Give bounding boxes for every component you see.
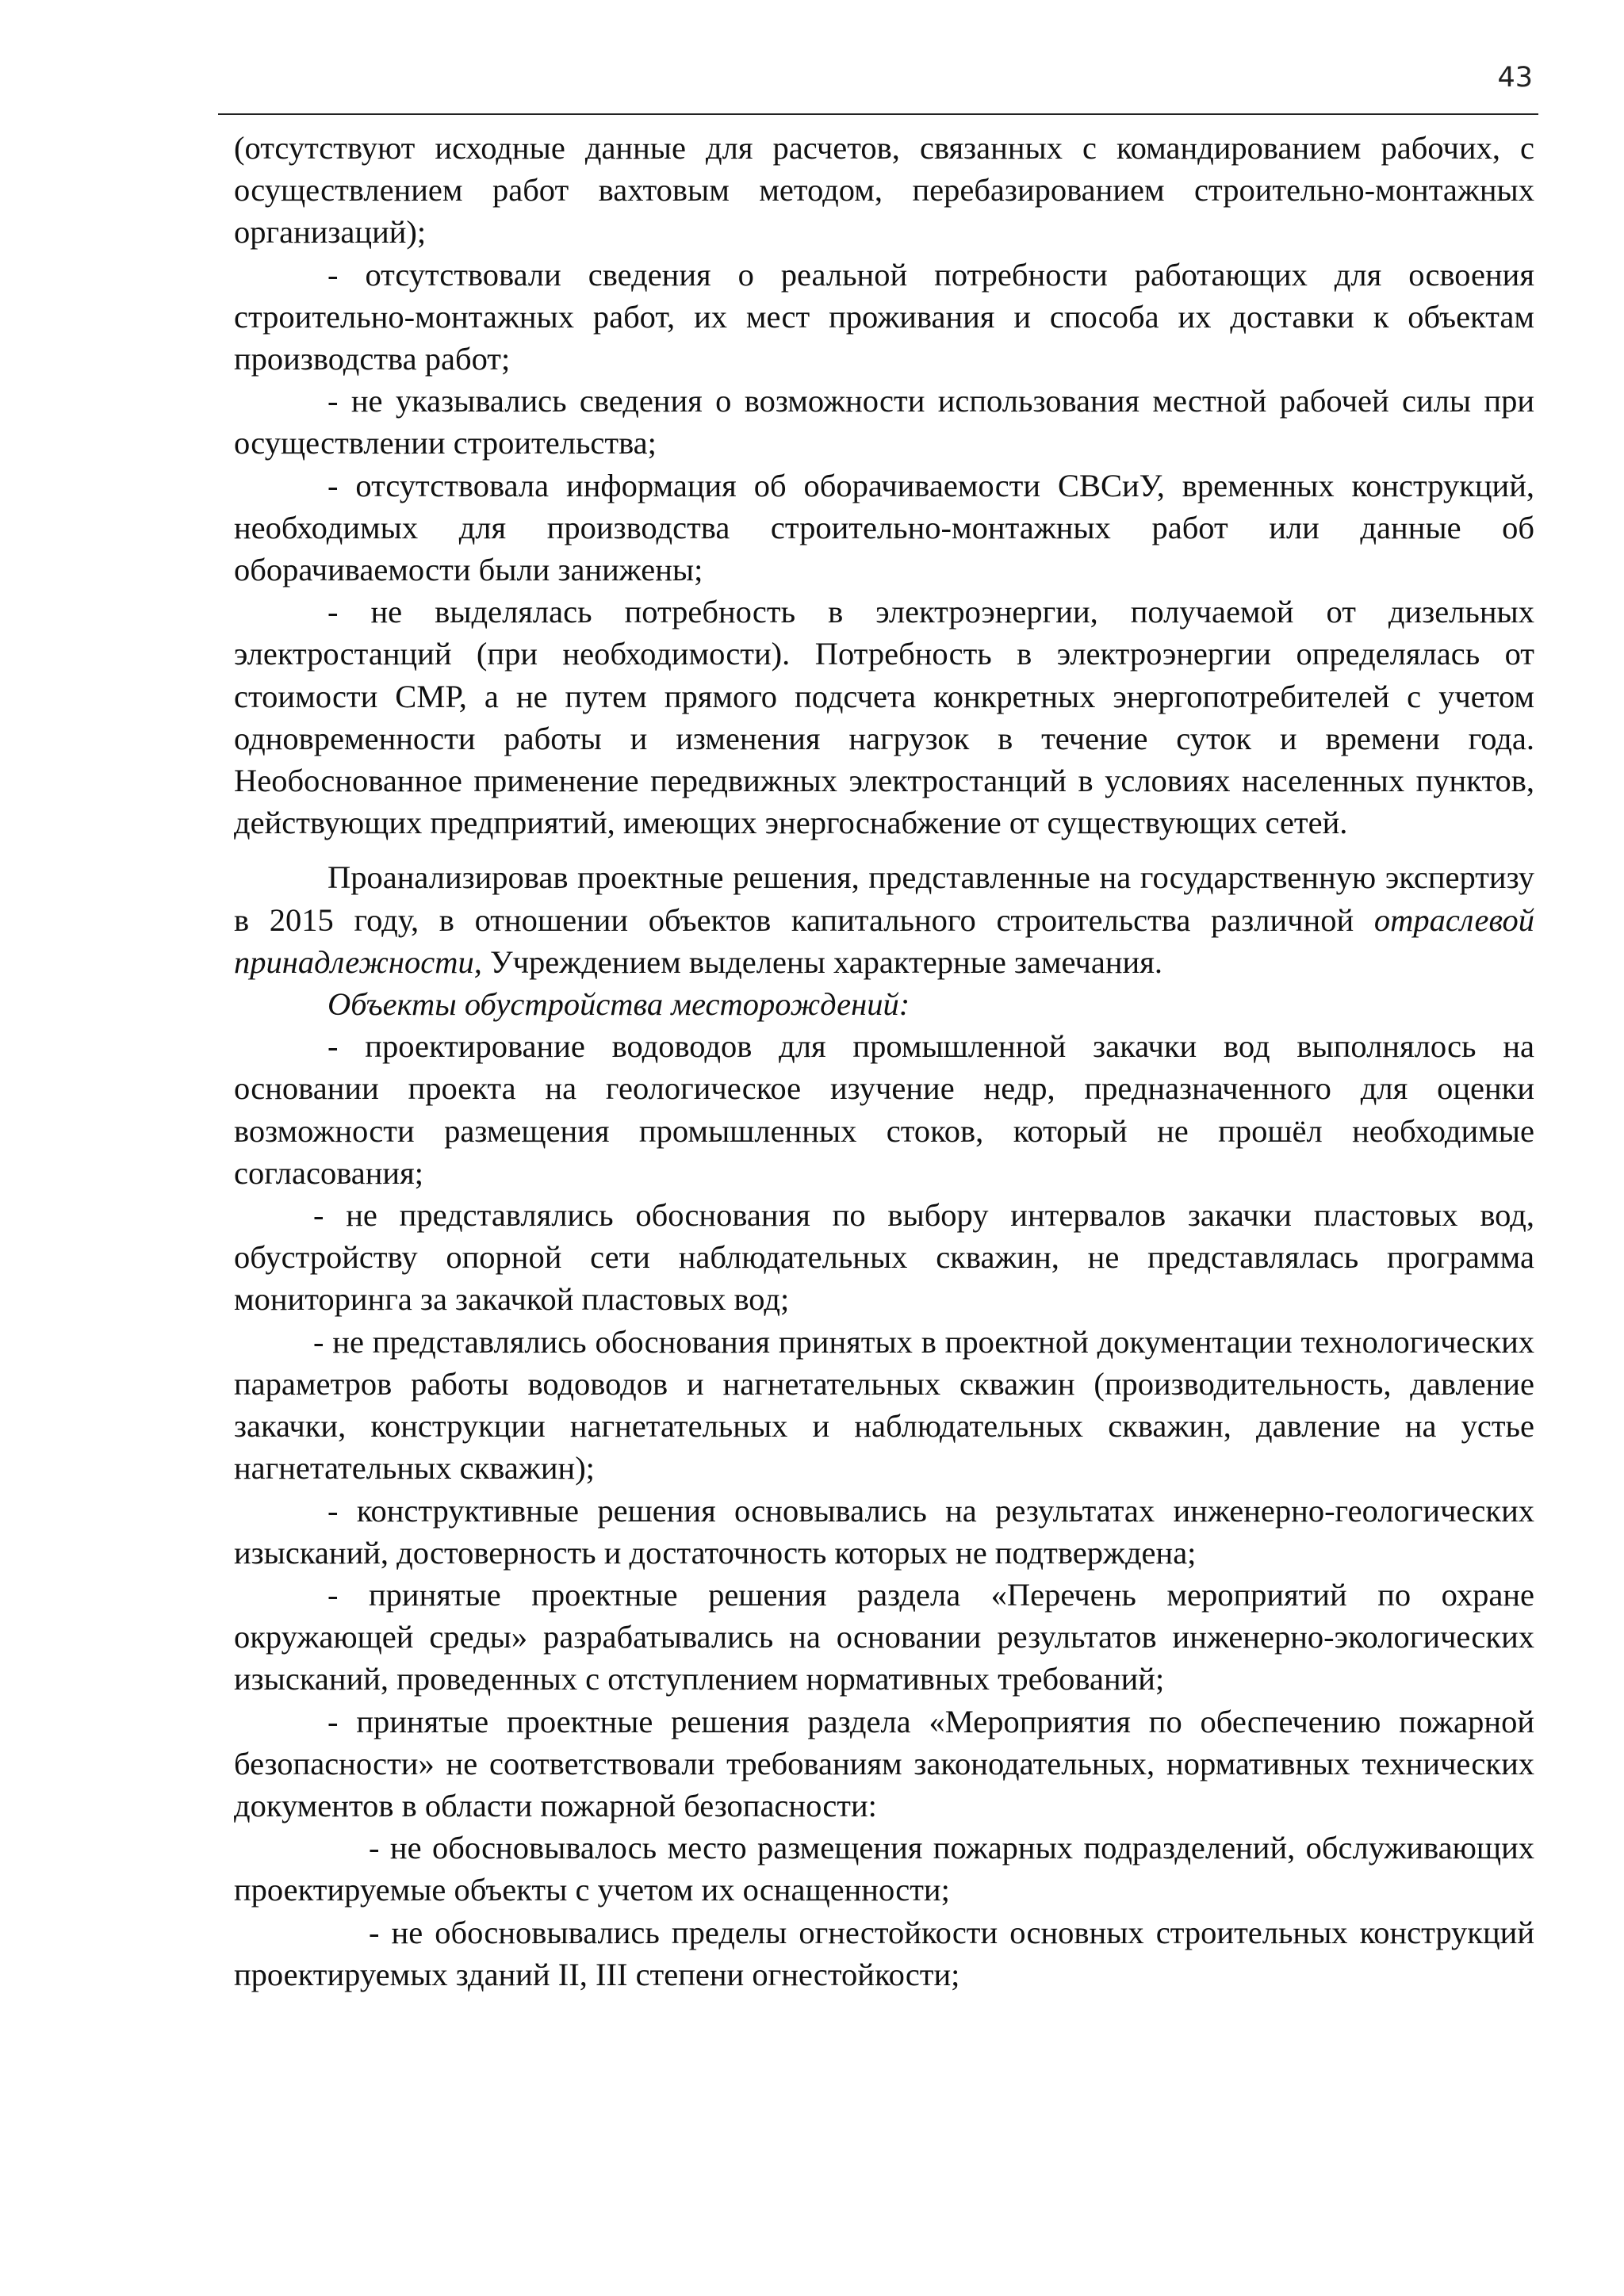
paragraph-analysis-end: Учреждением выделены характерные замечания.: [481, 943, 1162, 980]
page-number: 43: [1497, 62, 1533, 94]
list-item-fire-resistance: - не обосновывались пределы огнестойкости основных строительных конструкций проектируемых зданий II, III степени огнестойкости;: [234, 1914, 1534, 1992]
list-item-water-pipes: - проектирование водоводов для промышленной закачки вод выполнялось на основании проекта на геологическое изучение недр, предназначенного для оценки возможности размещения промышленных стоков, который не прошёл необходимые согласования;: [234, 1028, 1534, 1191]
list-item-structural: - конструктивные решения основывались на результатах инженерно-геологических изысканий, достоверность и достаточность которых не подтверждена;: [234, 1492, 1534, 1571]
list-item-local-labor: - не указывались сведения о возможности использования местной рабочей силы при осуществлении строительства;: [234, 383, 1534, 461]
list-item-environment: - принятые проектные решения раздела «Перечень мероприятий по охране окружающей среды» разрабатывались на основании результатов инженерно-экологических изысканий, проведенных с отступлением нормативных требований;: [234, 1576, 1534, 1697]
section-heading: Объекты обустройства месторождений:: [327, 986, 910, 1023]
list-item-workers-demand: - отсутствовали сведения о реальной потребности работающих для освоения строительно-монтажных работ, их мест проживания и способа их доставки к объектам производства работ;: [234, 256, 1534, 377]
paragraph-analysis-start: Проанализировав проектные решения, представленные на государственную экспертизу в 2015 году, в отношении объектов капитального строительства различной: [234, 859, 1534, 938]
list-item-turnover: - отсутствовала информация об оборачиваемости СВСиУ, временных конструкций, необходимых для производства строительно-монтажных работ или данные об оборачиваемости были занижены;: [234, 467, 1534, 588]
paragraph-analysis-italic: отраслевой принадлежности,: [234, 901, 1534, 980]
header-rule: [218, 113, 1538, 115]
list-item-fire-units: - не обосновывалось место размещения пожарных подразделений, обслуживающих проектируемые объекты с учетом их оснащенности;: [234, 1830, 1534, 1908]
list-item-fire-safety: - принятые проектные решения раздела «Мероприятия по обеспечению пожарной безопасности» не соответствовали требованиям законодательных, нормативных технических документов в области пожарной безопасности:: [234, 1703, 1534, 1823]
paragraph-analysis: [234, 856, 1534, 983]
document-body: [234, 127, 1534, 1996]
paragraph-continuation: (отсутствуют исходные данные для расчетов, связанных с командированием рабочих, с осуществлением работ вахтовым методом, перебазированием строительно-монтажных организаций);: [234, 130, 1534, 251]
list-item-electricity: - не выделялась потребность в электроэнергии, получаемой от дизельных электростанций (при необходимости). Потребность в электроэнергии определялась от стоимости СМР, а не путем прямого подсчета конкретных энергопотребителей с учетом одновременности работы и изменения нагрузок в течение суток и времени года. Необоснованное применение передвижных электростанций в условиях населенных пунктов, действующих предприятий, имеющих энергоснабжение от существующих сетей.: [234, 594, 1534, 841]
list-item-tech-parameters: - не представлялись обоснования принятых в проектной документации технологических параметров работы водоводов и нагнетательных скважин (производительность, давление закачки, конструкции нагнетательных и наблюдательных скважин, давление на устье нагнетательных скважин);: [234, 1323, 1534, 1487]
list-item-injection-intervals: - не представлялись обоснования по выбору интервалов закачки пластовых вод, обустройству опорной сети наблюдательных скважин, не представлялась программа мониторинга за закачкой пластовых вод;: [234, 1197, 1534, 1318]
